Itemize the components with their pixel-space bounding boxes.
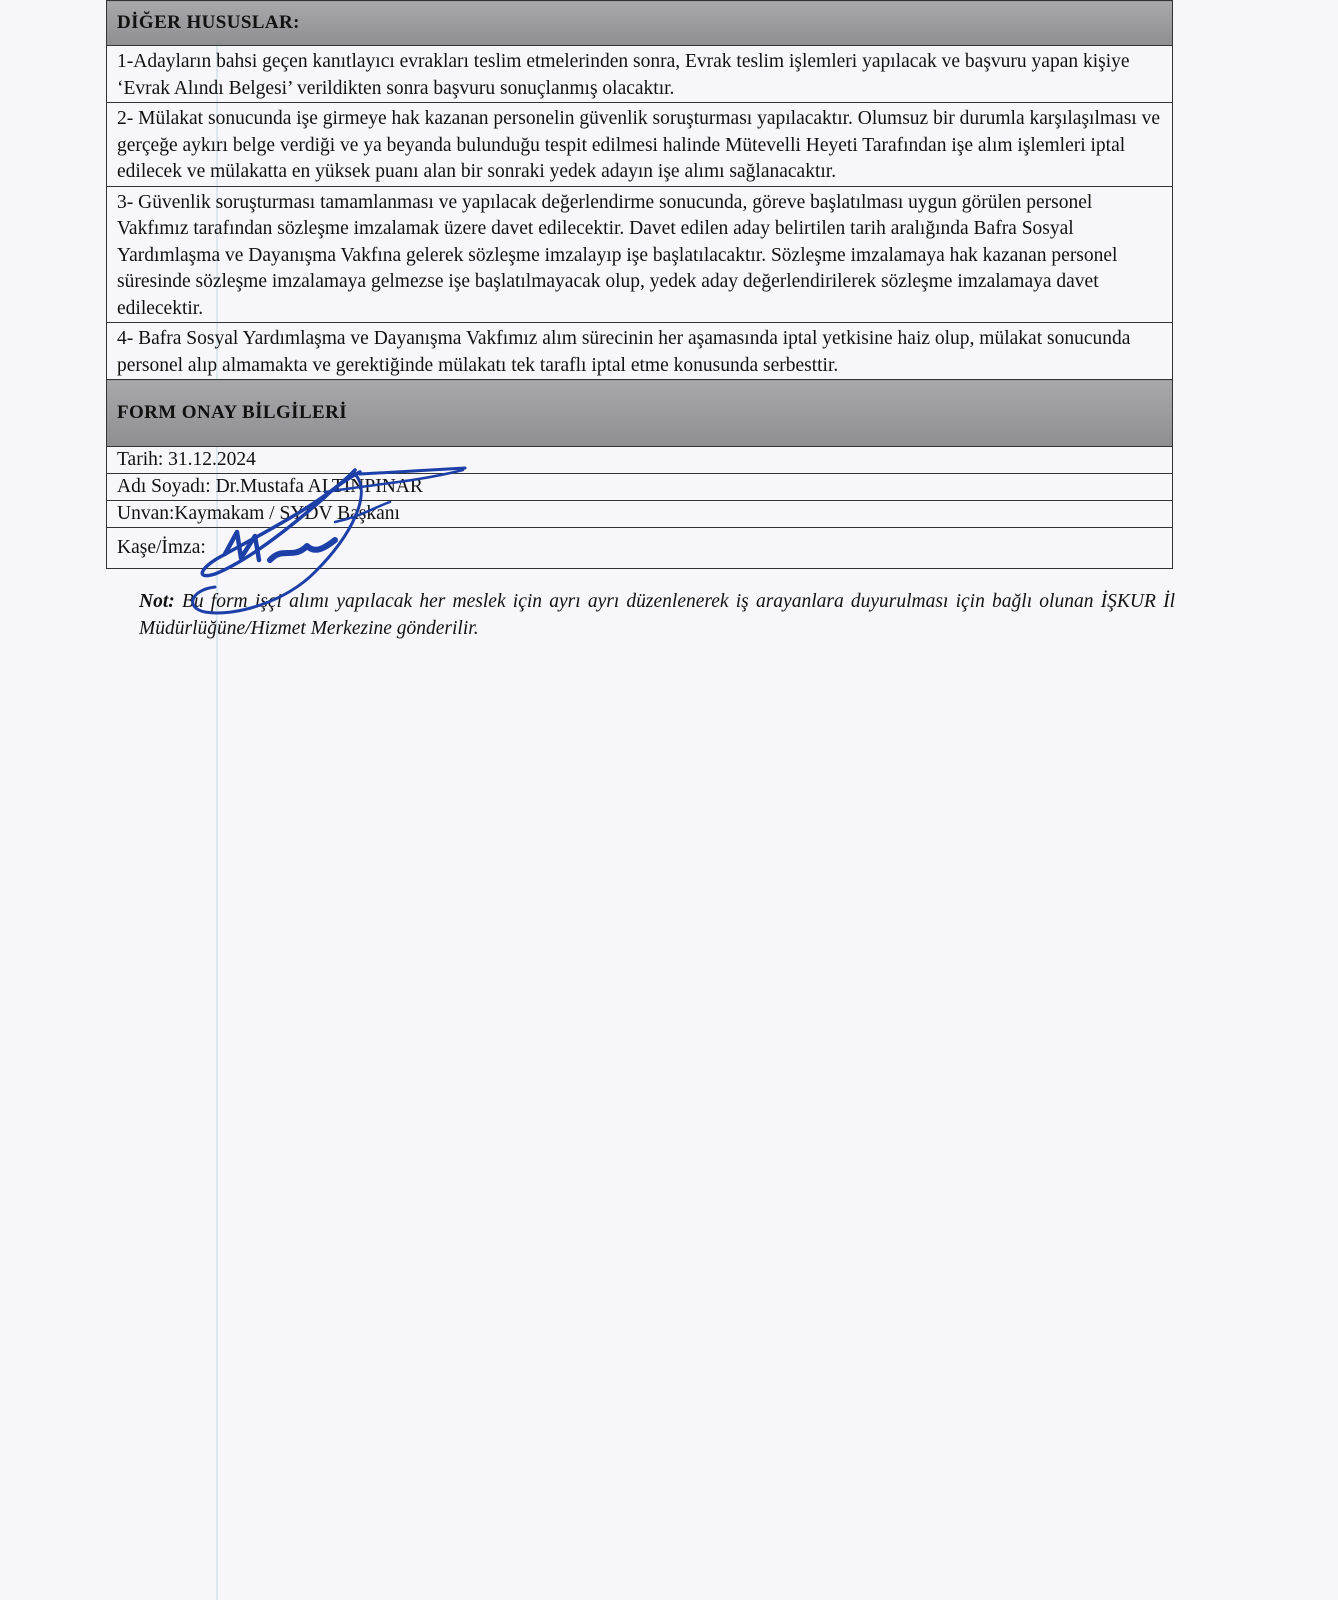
husus-row-2 [107,103,1173,187]
kase-imza-field: Kaşe/İmza: [107,528,1173,569]
footer-note [139,588,1175,642]
adi-soyadi-field: Adı Soyadı: Dr.Mustafa ALTINPINAR [107,474,1173,501]
diger-hususlar-header [107,1,1173,46]
unvan-row [107,501,1173,528]
form-onay-title: FORM ONAY BİLGİLERİ [107,380,1173,447]
husus-row-1 [107,46,1173,103]
tarih-field: Tarih: 31.12.2024 [107,447,1173,474]
husus-row-4 [107,323,1173,380]
note-label: Not: [139,591,175,612]
form-onay-header [107,380,1173,447]
husus-item-1: 1-Adayların bahsi geçen kanıtlayıcı evrakları teslim etmelerinden sonra, Evrak teslim işlemleri yapılacak ve başvuru yapan kişiye ‘Evrak Alındı Belgesi’ verildikten sonra başvuru sonuçlanmış olacaktır. [107,46,1173,103]
husus-item-4: 4- Bafra Sosyal Yardımlaşma ve Dayanışma Vakfımız alım sürecinin her aşamasında iptal yetkisine haiz olup, mülakat sonucunda personel alıp almamakta ve gerektiğinde mülakatı tek taraflı iptal etme konusunda serbesttir. [107,323,1173,380]
tarih-row [107,447,1173,474]
kase-imza-row [107,528,1173,569]
husus-row-3 [107,186,1173,323]
adi-soyadi-row [107,474,1173,501]
diger-hususlar-title: DİĞER HUSUSLAR: [107,1,1173,46]
unvan-field: Unvan:Kaymakam / SYDV Başkanı [107,501,1173,528]
note-text: Bu form işçi alımı yapılacak her meslek için ayrı ayrı düzenlenerek iş arayanlara duyurulması için bağlı olunan İŞKUR İl Müdürlüğüne/Hizmet Merkezine gönderilir. [139,591,1175,639]
form-table [106,0,1173,569]
husus-item-3: 3- Güvenlik soruşturması tamamlanması ve yapılacak değerlendirme sonucunda, göreve başlatılması uygun görülen personel Vakfımız tarafından sözleşme imzalamak üzere davet edilecektir. Davet edilen aday belirtilen tarih aralığında Bafra Sosyal Yardımlaşma ve Dayanışma Vakfına gelerek sözleşme imzalayıp işe başlatılacaktır. Sözleşme imzalamaya hak kazanan personel süresinde sözleşme imzalamaya gelmezse işe başlatılmayacak olup, yedek aday değerlendirilerek sözleşme imzalamaya davet edilecektir. [107,186,1173,323]
husus-item-2: 2- Mülakat sonucunda işe girmeye hak kazanan personelin güvenlik soruşturması yapılacaktır. Olumsuz bir durumla karşılaşılması ve gerçeğe aykırı belge verdiği ve ya beyanda bulunduğu tespit edilmesi halinde Mütevelli Heyeti Tarafından işe alım işlemleri iptal edilecek ve mülakatta en yüksek puanı alan bir sonraki yedek adayın işe alımı sağlanacaktır. [107,103,1173,187]
